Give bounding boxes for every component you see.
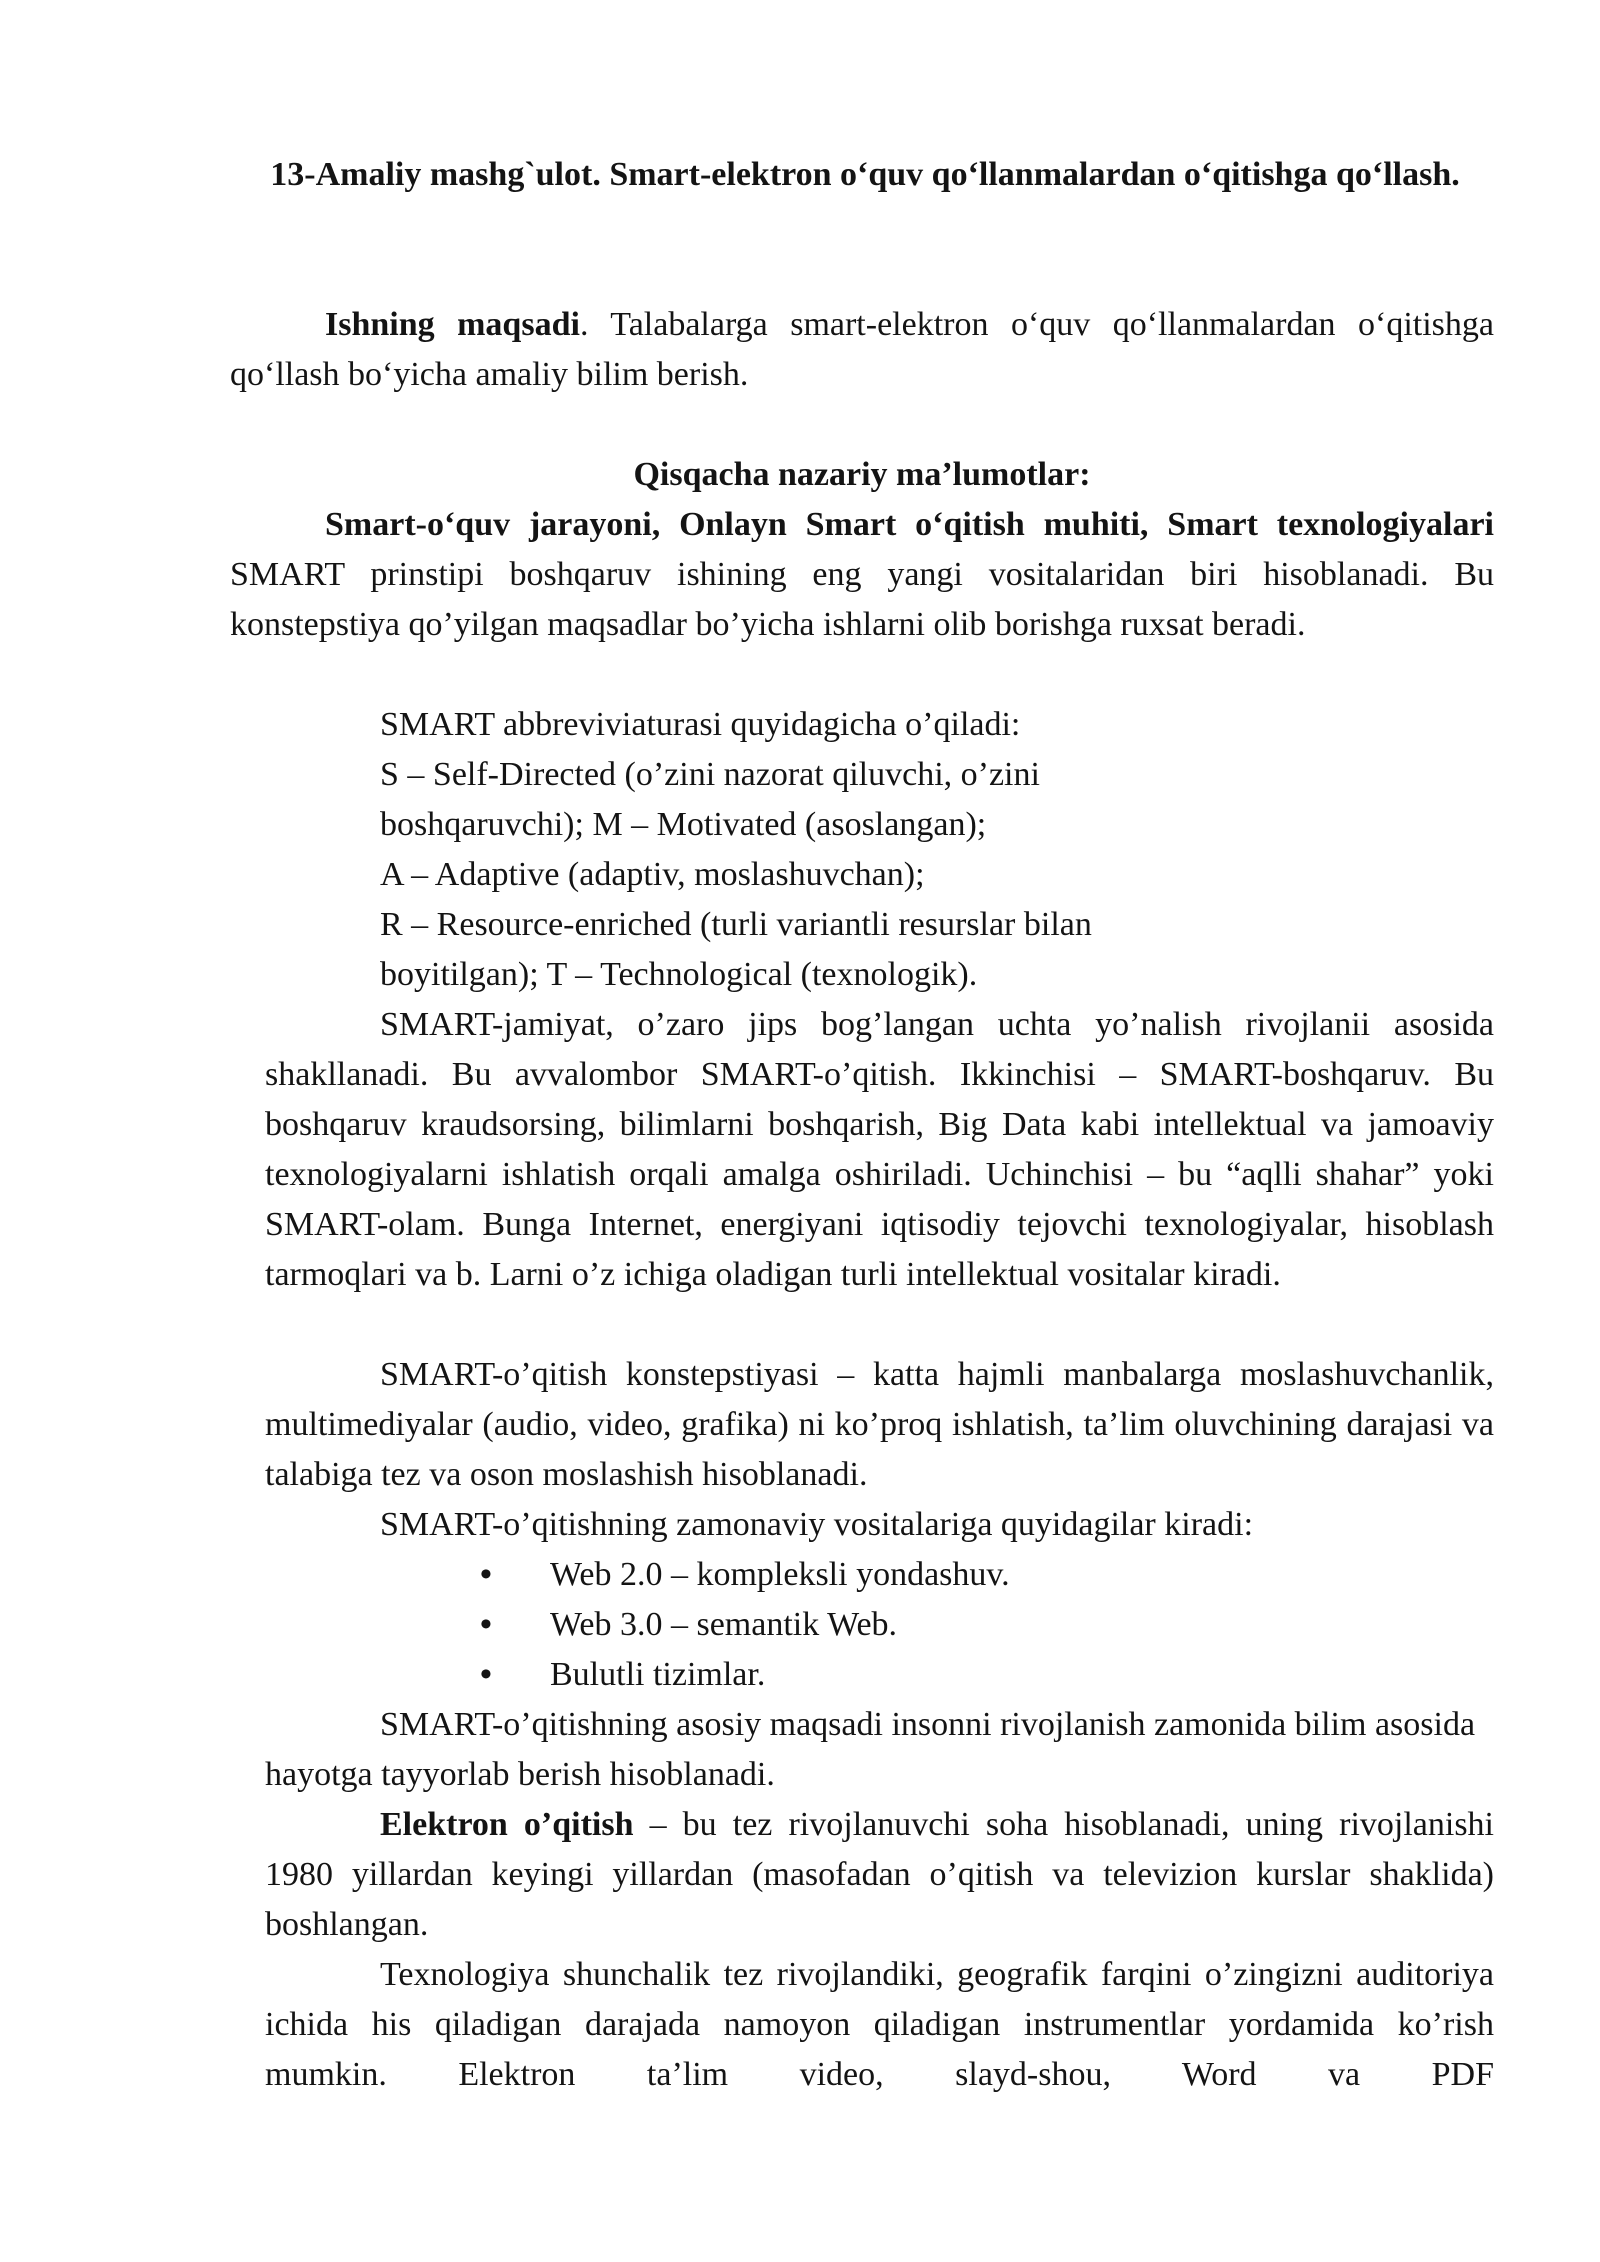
abbrev-line: SMART abbreviviaturasi quyidagicha o’qiladi: bbox=[380, 706, 1021, 743]
bullet-icon: • bbox=[480, 1606, 492, 1643]
society-paragraph: SMART-jamiyat, o’zaro jips bog’langan uchta yo’nalish rivojlanii asosida shakllanadi. Bu avvalombor SMART-o’qitish. Ikkinchisi – SMART-boshqaruv. Bu boshqaruv kraudsorsing, bilimlarni boshqarish, Big Data kabi intellektual va jamoaviy texnologiyalarni ishlatish orqali amalga oshiriladi. Uchinchisi – bu “aqlli shahar” yoki SMART-olam. Bunga Internet, energiyani iqtisodiy tejovchi texnologiyalar, hisoblash tarmoqlari va b. Larni o’z ichiga oladigan turli intellektual vositalar kiradi. bbox=[265, 1006, 1494, 1293]
page-title: 13-Amaliy mashg`ulot. Smart-elektron o‘quv qo‘llanmalardan o‘qitishga qo‘llash. bbox=[270, 156, 1460, 193]
abbrev-line: R – Resource-enriched (turli variantli resurslar bilan bbox=[380, 906, 1092, 943]
bullet-icon: • bbox=[480, 1556, 492, 1593]
technology-paragraph: Texnologiya shunchalik tez rivojlandiki, geografik farqini o’zingizni auditoriya ichida his qiladigan darajada namoyon qiladigan instrumentlar yordamida ko’rish mumkin. Elektron ta’lim video, slayd-shou, Word va PDF bbox=[265, 1956, 1494, 2093]
elearning-text: – bu tez rivojlanuvchi soha hisoblanadi, uning rivojlanishi 1980 yillardan keyingi yillardan (masofadan o’qitish va televizion kurslar shaklida) boshlangan. bbox=[265, 1806, 1494, 1943]
tool-text: Bulutli tizimlar. bbox=[550, 1656, 766, 1693]
intro-text: SMART prinstipi boshqaruv ishining eng yangi vositalaridan biri hisoblanadi. Bu konstepstiya qo’yilgan maqsadlar bo’yicha ishlarni olib borishga ruxsat beradi. bbox=[230, 556, 1494, 643]
abbreviation-list bbox=[380, 700, 1480, 1000]
abbrev-line: S – Self-Directed (o’zini nazorat qiluvchi, o’zini bbox=[380, 756, 1040, 793]
abbrev-line: boyitilgan); T – Technological (texnologik). bbox=[380, 956, 978, 993]
abbrev-line: A – Adaptive (adaptiv, moslashuvchan); bbox=[380, 856, 925, 893]
list-item bbox=[480, 1550, 1480, 1600]
tools-list bbox=[480, 1550, 1480, 1700]
intro-bold: Smart-o‘quv jarayoni, Onlayn Smart o‘qitish muhiti, Smart texnologiyalari bbox=[325, 506, 1494, 543]
theory-heading: Qisqacha nazariy ma’lumotlar: bbox=[633, 456, 1091, 493]
elearning-bold: Elektron o’qitish bbox=[380, 1806, 634, 1843]
tool-text: Web 3.0 – semantik Web. bbox=[550, 1606, 898, 1643]
goal-label: Ishning maqsadi bbox=[325, 306, 580, 343]
tools-intro: SMART-o’qitishning zamonaviy vositalariga quyidagilar kiradi: bbox=[380, 1506, 1254, 1543]
intro-paragraph bbox=[230, 500, 1494, 650]
smart-goal-paragraph: SMART-o’qitishning asosiy maqsadi insonni rivojlanish zamonida bilim asosida hayotga tayyorlab berish hisoblanadi. bbox=[265, 1706, 1476, 1793]
list-item bbox=[480, 1650, 1480, 1700]
list-item bbox=[480, 1600, 1480, 1650]
elearning-paragraph bbox=[265, 1800, 1494, 1950]
abbrev-line: boshqaruvchi); M – Motivated (asoslangan); bbox=[380, 806, 987, 843]
tool-text: Web 2.0 – kompleksli yondashuv. bbox=[550, 1556, 1010, 1593]
goal-text: . Talabalarga smart-elektron o‘quv qo‘llanmalardan o‘qitishga qo‘llash bo‘yicha amaliy bilim berish. bbox=[230, 306, 1494, 393]
goal-paragraph bbox=[230, 300, 1494, 400]
concept-paragraph: SMART-o’qitish konstepstiyasi – katta hajmli manbalarga moslashuvchanlik, multimediyalar (audio, video, grafika) ni ko’proq ishlatish, ta’lim oluvchining darajasi va talabiga tez va oson moslashish hisoblanadi. bbox=[265, 1356, 1494, 1493]
bullet-icon: • bbox=[480, 1656, 492, 1693]
